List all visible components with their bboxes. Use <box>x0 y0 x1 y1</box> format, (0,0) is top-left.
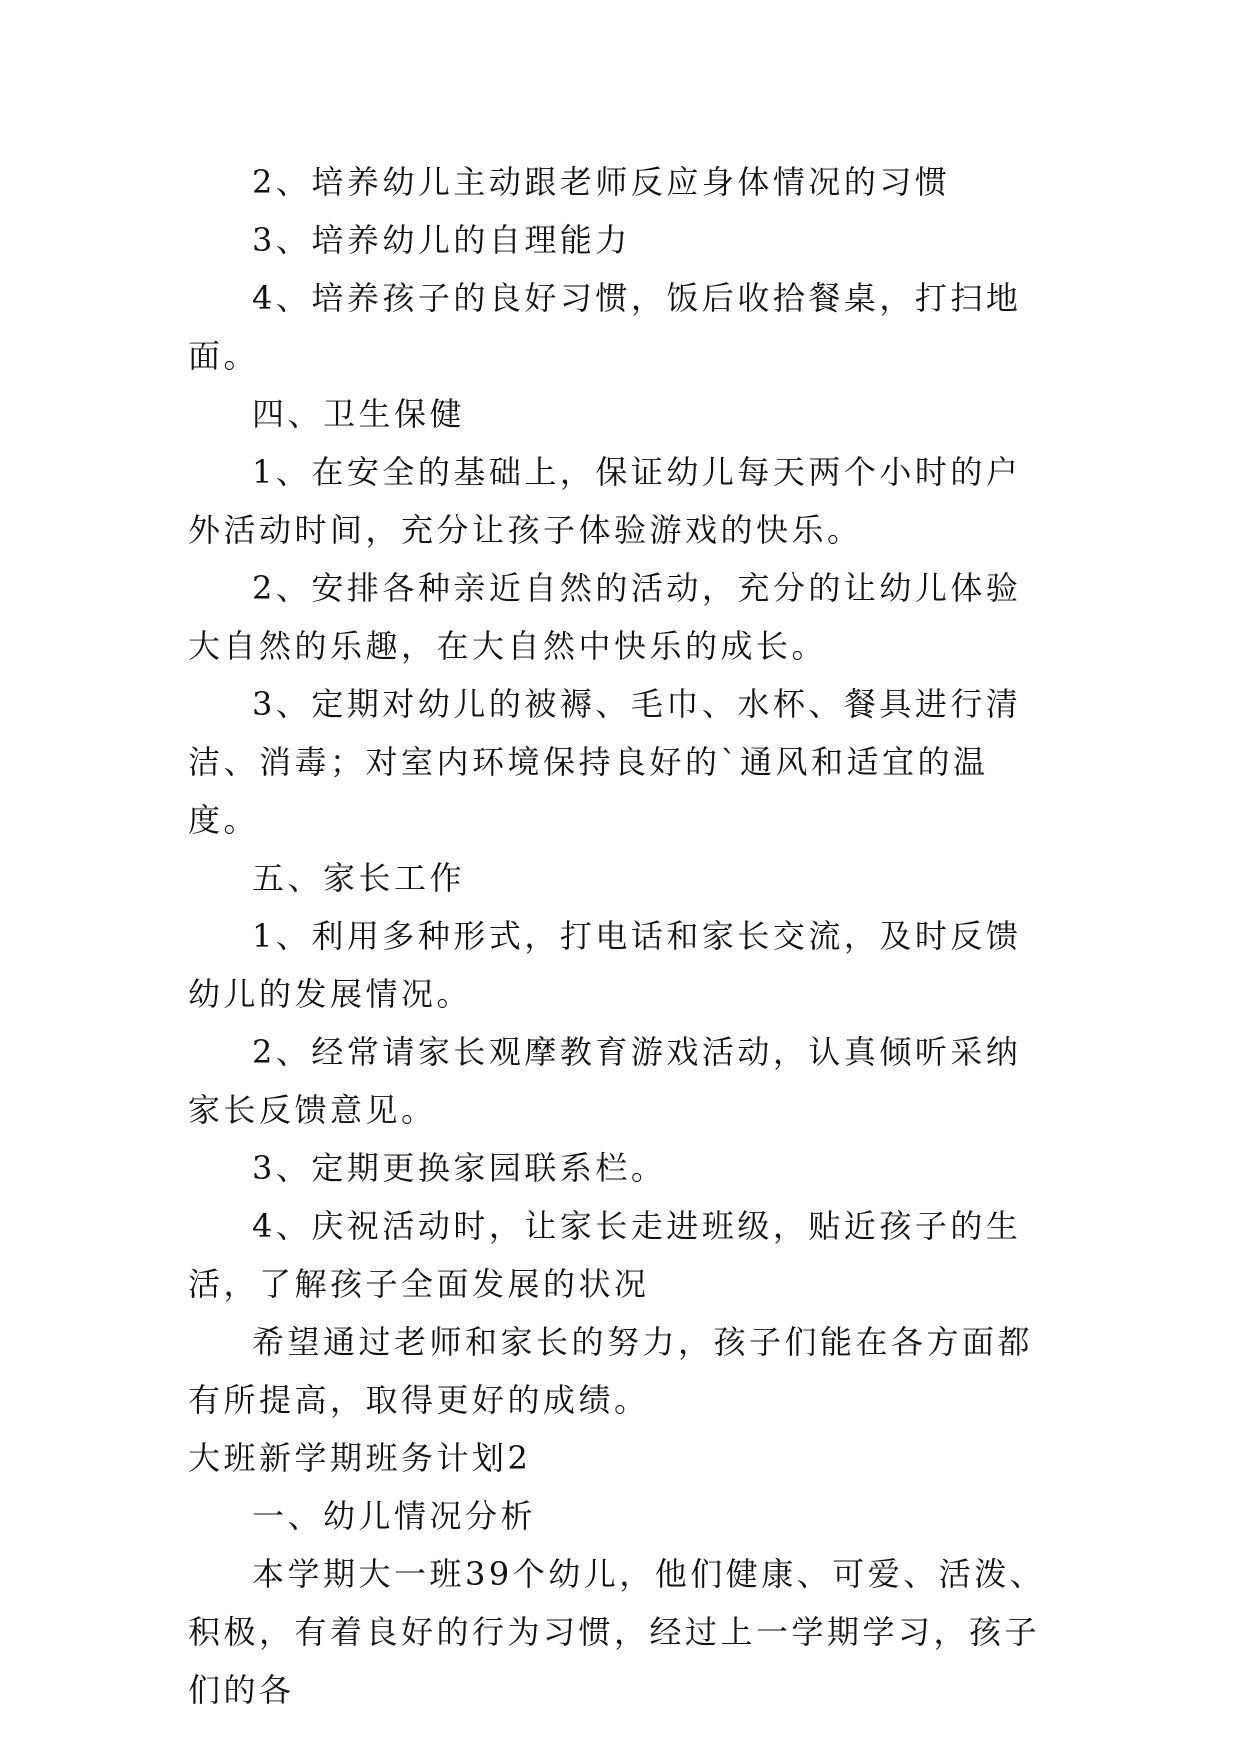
paragraph: 3、定期更换家园联系栏。 <box>252 1149 667 1187</box>
paragraph: 4、庆祝活动时，让家长走进班级，贴近孩子的生活，了解孩子全面发展的状况 <box>188 1207 1022 1303</box>
paragraph: 本学期大一班39个幼儿，他们健康、可爱、活泼、积极，有着良好的行为习惯，经过上一学期学习，孩子们的各 <box>188 1555 1046 1709</box>
paragraph: 2、经常请家长观摩教育游戏活动，认真倾听采纳家长反馈意见。 <box>188 1033 1022 1129</box>
section-heading: 一、幼儿情况分析 <box>252 1497 537 1535</box>
document-body <box>188 153 1048 1719</box>
paragraph: 希望通过老师和家长的努力，孩子们能在各方面都有所提高，取得更好的成绩。 <box>188 1323 1034 1419</box>
paragraph: 1、利用多种形式，打电话和家长交流，及时反馈幼儿的发展情况。 <box>188 917 1022 1013</box>
paragraph: 3、定期对幼儿的被褥、毛巾、水杯、餐具进行清洁、消毒；对室内环境保持良好的`通风和适宜的温度。 <box>188 685 1022 839</box>
paragraph: 4、培养孩子的良好习惯，饭后收拾餐桌，打扫地面。 <box>188 279 1022 375</box>
paragraph: 1、在安全的基础上，保证幼儿每天两个小时的户外活动时间，充分让孩子体验游戏的快乐。 <box>188 453 1022 549</box>
section-heading: 四、卫生保健 <box>252 395 466 433</box>
document-title: 大班新学期班务计划2 <box>188 1439 532 1477</box>
paragraph: 2、培养幼儿主动跟老师反应身体情况的习惯 <box>252 163 951 201</box>
paragraph: 2、安排各种亲近自然的活动，充分的让幼儿体验大自然的乐趣，在大自然中快乐的成长。 <box>188 569 1022 665</box>
section-heading: 五、家长工作 <box>252 859 466 897</box>
paragraph: 3、培养幼儿的自理能力 <box>252 221 631 259</box>
